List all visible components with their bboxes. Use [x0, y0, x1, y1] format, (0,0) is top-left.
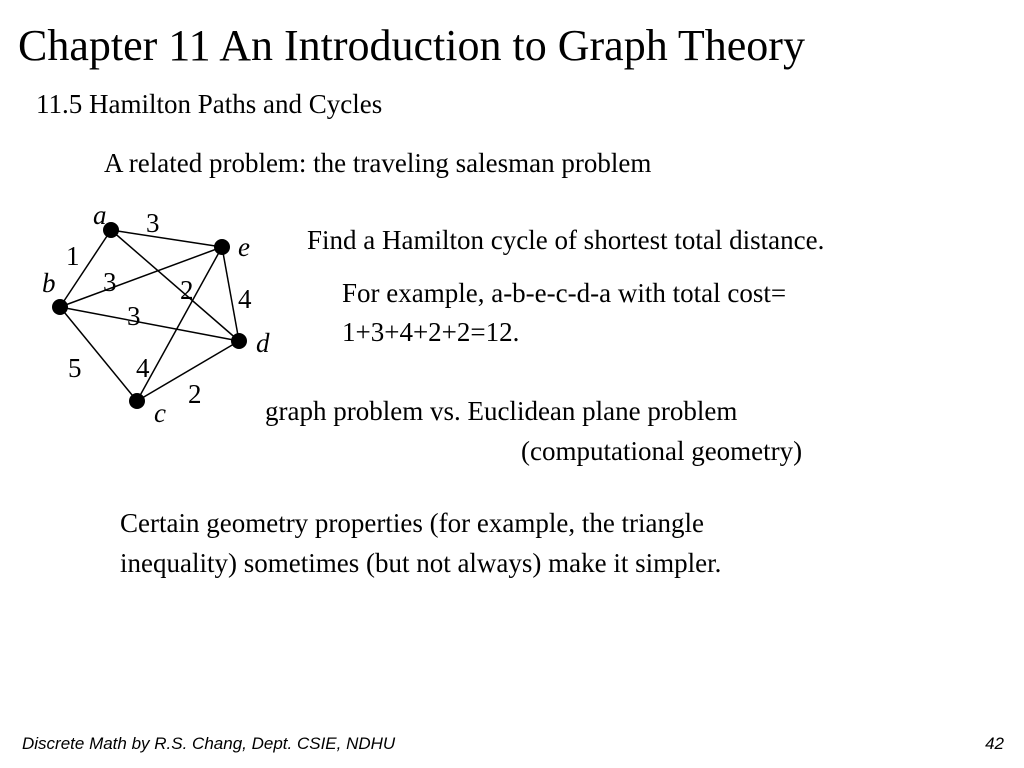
weight-label-b-d: 3	[127, 301, 141, 331]
vertex-label-d: d	[256, 328, 270, 358]
vertex-e	[214, 239, 230, 255]
vertex-label-a: a	[93, 200, 107, 230]
weight-label-b-e: 3	[103, 267, 117, 297]
example-text-line-1: For example, a-b-e-c-d-a with total cost=	[342, 278, 787, 308]
geometry-note-line-1: Certain geometry properties (for example, the triangle	[120, 508, 705, 538]
vertex-c	[129, 393, 145, 409]
weight-label-a-e: 3	[146, 208, 160, 238]
weight-label-e-d: 4	[238, 284, 252, 314]
graph-vs-plane-line-2: (computational geometry)	[521, 436, 803, 466]
weight-label-a-d: 2	[180, 275, 194, 305]
vertex-label-b: b	[42, 268, 56, 298]
find-cycle-text: Find a Hamilton cycle of shortest total distance.	[307, 225, 825, 255]
edge-b-d	[60, 307, 239, 341]
section-subtitle: 11.5 Hamilton Paths and Cycles	[36, 89, 383, 119]
intro-text: A related problem: the traveling salesman problem	[104, 148, 652, 178]
weight-label-c-d: 2	[188, 379, 202, 409]
slide-title: Chapter 11 An Introduction to Graph Theory	[18, 21, 805, 70]
page-number: 42	[985, 734, 1004, 753]
weight-label-c-e: 4	[136, 353, 150, 383]
edge-e-d	[222, 247, 239, 341]
geometry-note-line-2: inequality) sometimes (but not always) make it simpler.	[120, 548, 722, 578]
vertex-label-e: e	[238, 232, 250, 262]
example-text-line-2: 1+3+4+2+2=12.	[342, 317, 520, 347]
vertex-label-c: c	[154, 398, 166, 428]
vertex-d	[231, 333, 247, 349]
graph-vs-plane-line-1: graph problem vs. Euclidean plane problem	[265, 396, 738, 426]
weight-label-a-b: 1	[66, 241, 80, 271]
weight-label-b-c: 5	[68, 353, 82, 383]
footer-credit: Discrete Math by R.S. Chang, Dept. CSIE, NDHU	[22, 734, 396, 753]
vertex-b	[52, 299, 68, 315]
